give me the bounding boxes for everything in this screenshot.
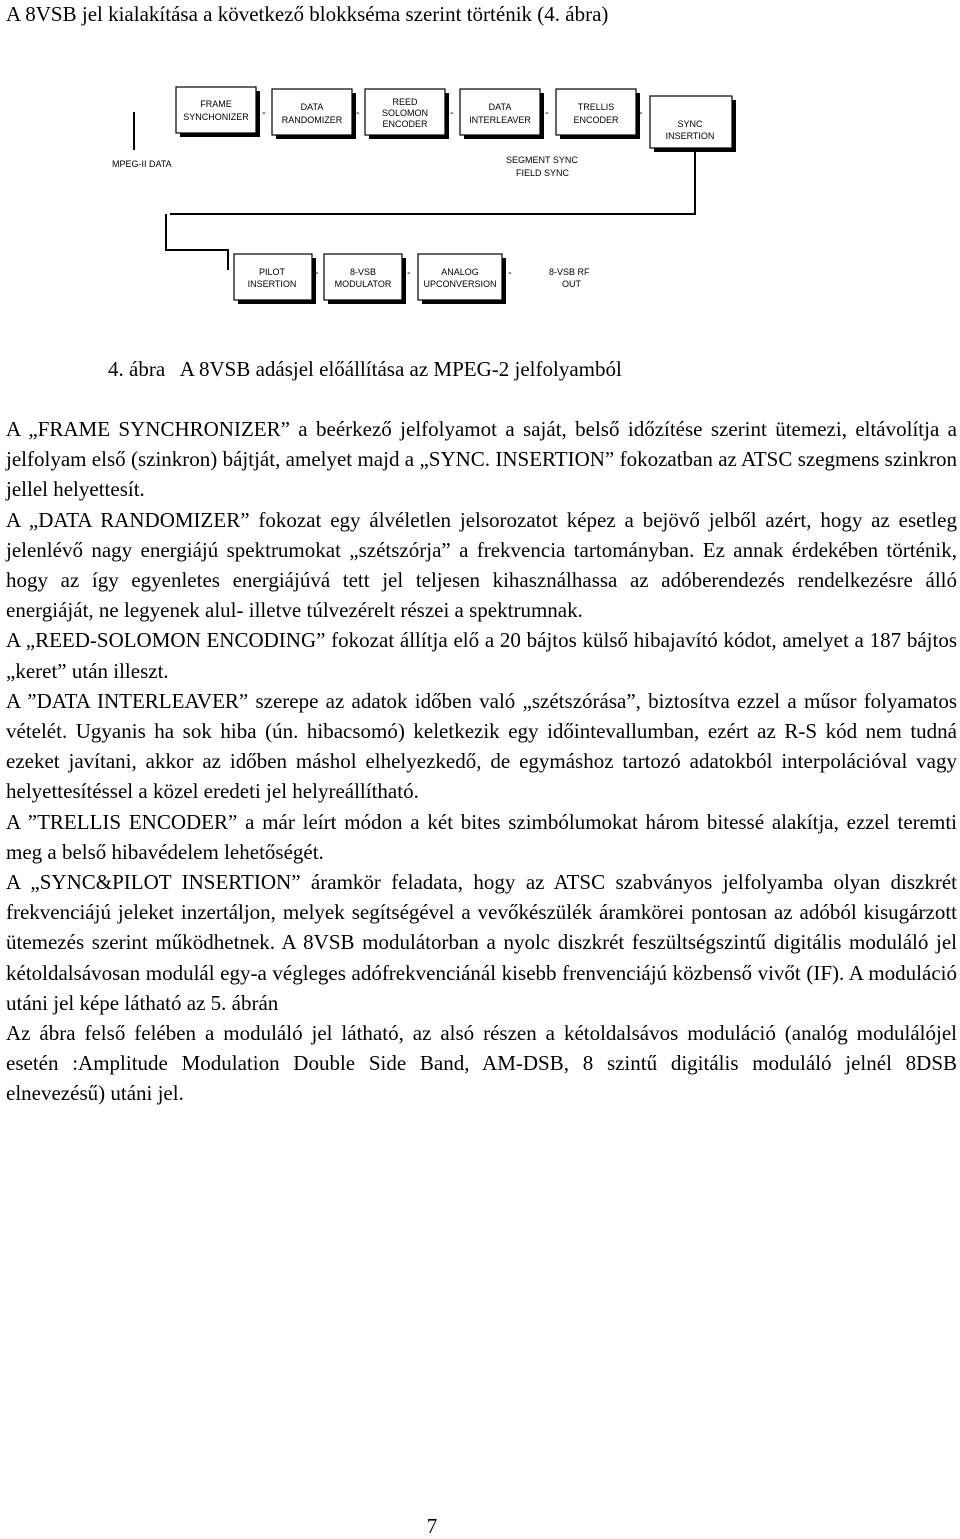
vsb-modulator-block: [324, 254, 406, 304]
trellis-encoder-block: [556, 89, 640, 139]
dash-8: -: [508, 267, 512, 279]
figure-caption: 4. ábra A 8VSB adásjel előállítása az MPEG-2 jelfolyamból: [108, 357, 622, 381]
dash-6: -: [315, 267, 319, 279]
block-diagram: [0, 0, 960, 350]
paragraph-trellis-encoder: A ”TRELLIS ENCODER” a már leírt módon a két bites szimbólumokat három bitessé alakítja, ezzel teremti meg a belső hibavédelem lehetőségét.: [6, 809, 957, 864]
trellis-label-1: TRELLIS: [577, 102, 615, 112]
dash-3: -: [450, 107, 454, 119]
interleaver-label-2: INTERLEAVER: [469, 115, 531, 125]
interleaver-label-1: DATA: [488, 102, 512, 112]
pilot-label-2: INSERTION: [247, 279, 297, 289]
sync-insertion-block: [650, 96, 736, 152]
paragraph-sync-pilot-insertion: A „SYNC&PILOT INSERTION” áramkör feladata, hogy az ATSC szabványos jelfolyamba olyan diszkrét frekvenciájú jeleket inzertáljon, melyek segítségével a vevőkészülék áramkörei pontosan az adóból kisugárzott ütemezés szerint működhetnek. A 8VSB modulátorban a nyolc diszkrét feszültségszintű digitális moduláló jel kétoldalsávosan modulál egy-a végleges adófrekvenciánál kisebb frenvenciájú közbenső vivőt (IF). A moduláció utáni jel képe látható az 5. ábrán: [6, 870, 957, 1015]
frame-synchronizer-block: [176, 87, 260, 137]
upconversion-label-1: ANALOG: [441, 267, 479, 277]
data-interleaver-block: [460, 89, 544, 139]
data-randomizer-block: [272, 89, 356, 139]
modulator-label-2: MODULATOR: [334, 279, 392, 289]
dash-4: -: [545, 107, 549, 119]
rf-out-label-1: 8-VSB RF: [549, 267, 590, 277]
upconversion-label-2: UPCONVERSION: [423, 279, 497, 289]
frame-sync-label-2: SYNCHONIZER: [183, 112, 249, 122]
rf-out-label-2: OUT: [562, 279, 581, 289]
randomizer-label-1: DATA: [300, 102, 324, 112]
page-number: 7: [426, 1514, 438, 1538]
paragraph-frame-synchronizer: A „FRAME SYNCHRONIZER” a beérkező jelfolyamot a saját, belső időzítése szerint ütemezi, eltávolítja a jelfolyam első (szinkron) bájtját, amelyet majd a „SYNC. INSERTION” fokozatban az ATSC szegmens szinkron jellel helyettesít.: [6, 417, 957, 502]
reed-solomon-encoder-block: [365, 89, 449, 139]
paragraph-reed-solomon: A „REED-SOLOMON ENCODING” fokozat állítja elő a 20 bájtos külső hibajavító kódot, amelyet a 187 bájtos „keret” után illeszt.: [6, 628, 957, 683]
dash-2: -: [356, 107, 360, 119]
modulator-label-1: 8-VSB: [349, 267, 377, 277]
paragraph-figure-description: Az ábra felső felében a moduláló jel látható, az alsó részen a kétoldalsávos moduláció (analóg modulálójel esetén :Amplitude Modulation Double Side Band, AM-DSB, 8 szintű digitális moduláló jelnél 8DSB elnevezésű) utáni jel.: [6, 1021, 957, 1106]
analog-upconversion-block: [418, 254, 506, 304]
dash-5: -: [639, 107, 643, 119]
paragraph-data-interleaver: A ”DATA INTERLEAVER” szerepe az adatok időben való „szétszórása”, biztosítva ezzel a műsor folyamatos vételét. Ugyanis ha sok hiba (ún. hibacsomó) keletkezik egy időintevallumban, ezért az R-S kód nem tudná ezeket javítani, akkor az időben máshol elhelyezkedő, de egymáshoz tartozó adatokból interpolációval vagy helyettesítéssel a közel eredeti jel helyreállítható.: [6, 688, 957, 804]
pilot-insertion-block: [234, 254, 316, 304]
field-sync-label: FIELD SYNC: [516, 168, 570, 178]
return-wire: [170, 150, 695, 214]
intro-sentence: A 8VSB jel kialakítása a következő blokkséma szerint történik (4. ábra): [6, 2, 609, 26]
mpeg-input-label: MPEG-II DATA: [112, 159, 172, 169]
trellis-label-2: ENCODER: [573, 115, 619, 125]
dash-1: -: [262, 107, 266, 119]
paragraph-data-randomizer: A „DATA RANDOMIZER” fokozat egy álvéletlen jelsorozatot képez a bejövő jelből azért, hogy az esetleg jelenlévő nagy energiájú spektrumokat „szétszórja” a frekvencia tartományban. Ez annak érdekében történik, hogy az így egyenletes energiájúvá tett jel teljesen kihasználhassa az adóberendezés rendelkezésre álló energiáját, ne legyenek alul- illetve túlvezérelt részei a spektrumnak.: [6, 507, 957, 623]
frame-sync-label-1: FRAME: [200, 99, 232, 109]
randomizer-label-2: RANDOMIZER: [281, 115, 343, 125]
body-text: [6, 414, 957, 1109]
reed-label-2: SOLOMON: [381, 108, 429, 118]
feedback-wire: [166, 214, 228, 270]
segment-sync-label: SEGMENT SYNC: [506, 155, 578, 165]
sync-label-1: SYNC: [677, 119, 703, 129]
pilot-label-1: PILOT: [258, 267, 286, 277]
reed-label-3: ENCODER: [382, 119, 428, 129]
sync-label-2: INSERTION: [665, 131, 715, 141]
dash-7: -: [407, 267, 411, 279]
reed-label-1: REED: [392, 97, 418, 107]
